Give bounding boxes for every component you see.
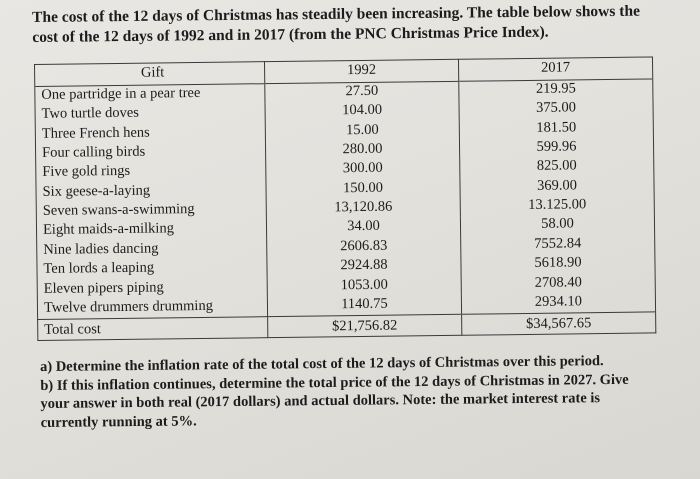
cell-cost-1992: 27.50 bbox=[265, 81, 459, 103]
question-b-line-1: b) If this inflation continues, determine the total price of the 12 days of Christmas in 2027. Give bbox=[40, 371, 629, 394]
cell-cost-1992: 104.00 bbox=[265, 101, 459, 123]
cell-cost-1992: 15.00 bbox=[265, 120, 459, 142]
intro-line-2: cost of the 12 days of 1992 and in 2017 (from the PNC Christmas Price Index). bbox=[32, 23, 549, 46]
cell-cost-2017: 375.00 bbox=[459, 99, 653, 121]
cell-gift-name: Seven swans-a-swimming bbox=[36, 200, 266, 222]
header-2017: 2017 bbox=[458, 57, 652, 81]
header-gift: Gift bbox=[35, 62, 265, 87]
cell-gift-name: Five gold rings bbox=[36, 161, 266, 183]
cell-gift-name: One partridge in a pear tree bbox=[35, 83, 265, 106]
cell-cost-2017: 58.00 bbox=[460, 215, 654, 237]
cell-cost-1992: 13,120.86 bbox=[266, 198, 460, 220]
question-b-line-2: your answer in both real (2017 dollars) and actual dollars. Note: the market interest rate is bbox=[40, 390, 601, 412]
cell-cost-2017: 825.00 bbox=[460, 157, 654, 179]
cell-gift-name: Three French hens bbox=[35, 123, 265, 145]
cell-cost-1992: 150.00 bbox=[266, 178, 460, 200]
total-label: Total cost bbox=[38, 317, 268, 340]
cell-cost-2017: 181.50 bbox=[459, 118, 653, 140]
question-a: a) Determine the inflation rate of the total cost of the 12 days of Christmas over this period. bbox=[40, 353, 604, 375]
cell-cost-1992: 34.00 bbox=[266, 217, 460, 239]
price-table-wrapper bbox=[34, 56, 655, 341]
cell-cost-1992: 2606.83 bbox=[267, 237, 461, 259]
cell-cost-2017: 369.00 bbox=[460, 176, 654, 198]
cell-cost-2017: 2934.10 bbox=[461, 292, 655, 314]
cell-cost-1992: 1140.75 bbox=[267, 295, 461, 317]
cell-cost-2017: 7552.84 bbox=[461, 234, 655, 256]
cell-gift-name: Eight maids-a-milking bbox=[36, 220, 266, 242]
total-cost-1992: $21,756.82 bbox=[268, 315, 462, 338]
cell-cost-2017: 599.96 bbox=[459, 137, 653, 159]
cell-gift-name: Two turtle doves bbox=[35, 103, 265, 125]
cell-cost-2017: 13.125.00 bbox=[460, 195, 654, 217]
cell-gift-name: Eleven pipers piping bbox=[37, 278, 267, 300]
cell-gift-name: Four calling birds bbox=[35, 142, 265, 164]
cell-cost-2017: 2708.40 bbox=[461, 273, 655, 295]
cell-gift-name: Six geese-a-laying bbox=[36, 181, 266, 203]
cell-cost-1992: 2924.88 bbox=[267, 256, 461, 278]
cell-gift-name: Nine ladies dancing bbox=[37, 239, 267, 261]
cell-cost-2017: 5618.90 bbox=[461, 254, 655, 276]
cell-gift-name: Twelve drummers drumming bbox=[37, 297, 267, 320]
questions-block bbox=[40, 351, 681, 432]
intro-line-1: The cost of the 12 days of Christmas has steadily been increasing. The table below shows the bbox=[32, 2, 640, 26]
cell-cost-1992: 300.00 bbox=[266, 159, 460, 181]
cell-gift-name: Ten lords a leaping bbox=[37, 258, 267, 280]
cell-cost-2017: 219.95 bbox=[459, 79, 653, 101]
total-cost-2017: $34,567.65 bbox=[462, 312, 656, 335]
cell-cost-1992: 1053.00 bbox=[267, 275, 461, 297]
intro-paragraph bbox=[32, 1, 682, 48]
header-1992: 1992 bbox=[264, 59, 458, 83]
cell-cost-1992: 280.00 bbox=[265, 140, 459, 162]
price-table bbox=[34, 56, 656, 341]
question-b-line-3: currently running at 5%. bbox=[40, 412, 197, 431]
